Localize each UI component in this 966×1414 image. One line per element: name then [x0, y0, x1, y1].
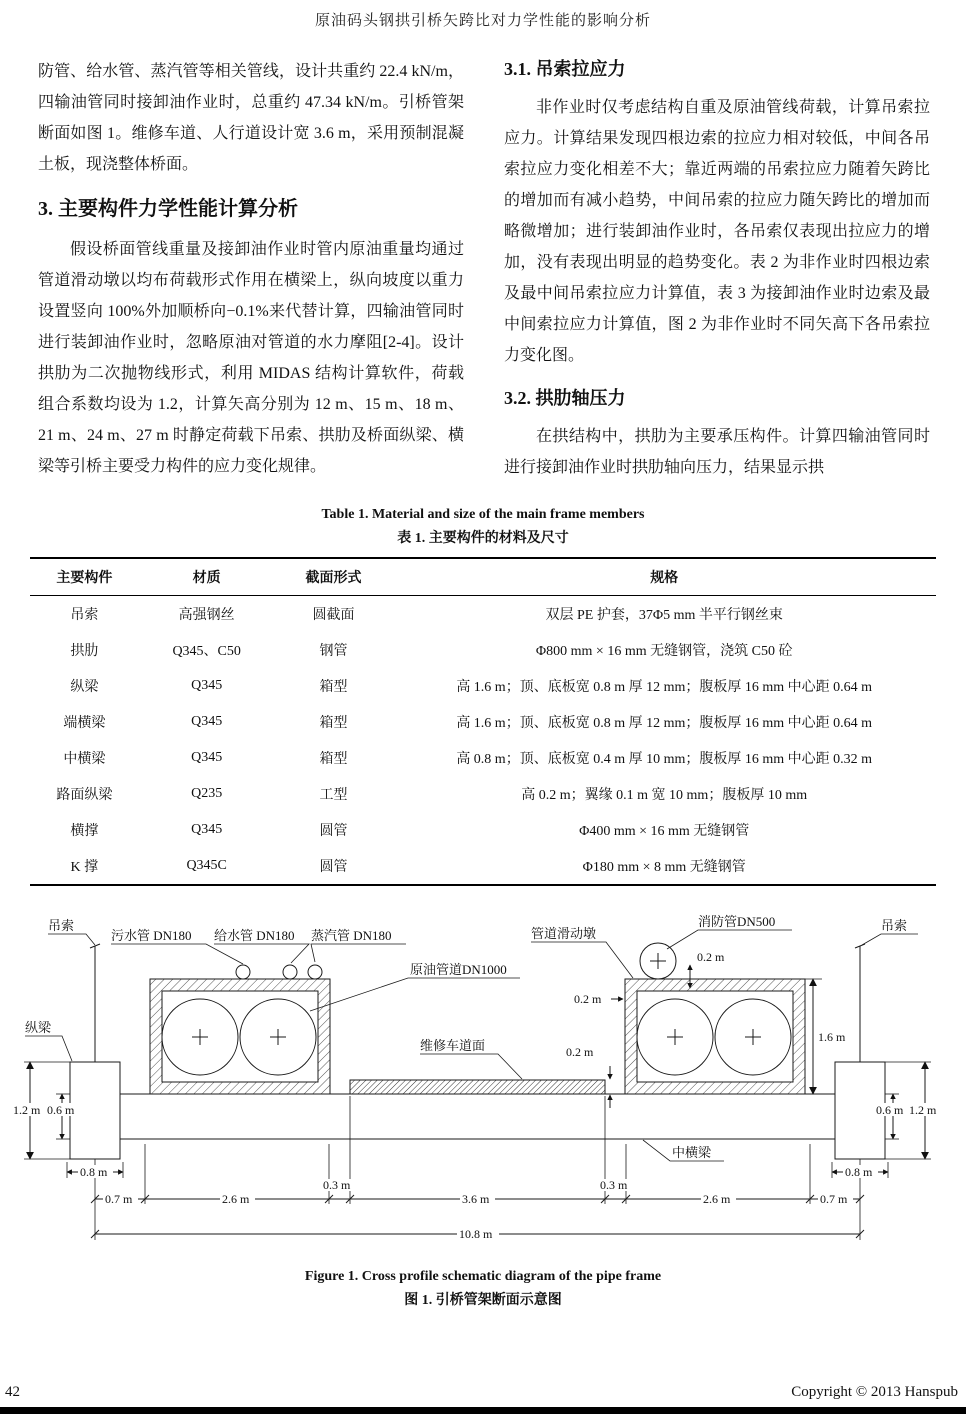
- table-cell: 高 1.6 m；顶、底板宽 0.8 m 厚 12 mm；腹板厚 16 mm 中心距 0.64 m: [456, 716, 873, 731]
- table-header: 主要构件: [30, 558, 139, 596]
- table-header-row: [30, 558, 936, 596]
- table-cell: 钢管: [319, 644, 348, 659]
- table-cell: 端横梁: [63, 716, 106, 731]
- table-row: [30, 596, 936, 633]
- label-longitudinal-beam: 纵梁: [25, 1020, 52, 1035]
- figure-caption: [0, 1269, 966, 1309]
- running-head-title: 原油码头钢拱引桥矢跨比对力学性能的影响分析: [314, 13, 651, 29]
- table-cell: Φ800 mm × 16 mm 无缝钢管，浇筑 C50 砼: [535, 644, 793, 659]
- label-water-pipe: 给水管 DN180: [214, 928, 295, 943]
- table-cell: 工型: [319, 788, 348, 803]
- table-row: [30, 776, 936, 812]
- table-cell: 圆管: [319, 824, 348, 839]
- table-row: [30, 740, 936, 776]
- table-cell: 高 1.6 m；顶、底板宽 0.8 m 厚 12 mm；腹板厚 16 mm 中心距 0.64 m: [456, 680, 873, 695]
- dim-2-6m-left: 2.6 m: [222, 1192, 250, 1206]
- dim-0-2m-mid: 0.2 m: [574, 992, 602, 1006]
- paragraph: 假设桥面管线重量及接卸油作业时管内原油重量均通过管道滑动墩以均布荷载形式作用在横梁上，纵向坡度以重力设置竖向 100%外加顺桥向−0.1%来代替计算，四输油管同时进行装卸油作业时，忽略原油对管道的水力摩阻[2-4]。设计拱肋为二次抛物线形式，利用 MIDAS 结构计算软件，荷载组合系数均设为 1.2，计算矢高分别为 12 m、15 m、18 m、21 m、24 m、27 m 时静定荷载下吊索、拱肋及桥面纵梁、横梁等引桥主要受力构件的应力变化规律。: [38, 241, 464, 475]
- table-row: [30, 668, 936, 704]
- paragraph: 非作业时仅考虑结构自重及原油管线荷载，计算吊索拉应力。计算结果发现四根边索的拉应力相对较低，中间各吊索拉应力变化相差不大；靠近两端的吊索拉应力随着矢跨比的增加而有减小趋势，中间吊索的拉应力随矢跨比的增加而略微增加；进行装卸油作业时，各吊索仅表现出拉应力的增加，没有表现出明显的趋势变化。表 2 为非作业时四根边索及最中间吊索拉应力计算值，表 3 为接卸油作业时边索及最中间索拉应力计算值，图 2 为非作业时不同矢高下各吊索拉力变化图。: [504, 99, 930, 364]
- table-cell: Φ180 mm × 8 mm 无缝钢管: [582, 860, 746, 875]
- label-hanger-right: 吊索: [881, 918, 908, 933]
- label-maintenance-road: 维修车道面: [420, 1038, 486, 1053]
- label-pipe-sliding-pier: 管道滑动墩: [531, 926, 597, 941]
- table-cell: 高强钢丝: [178, 608, 235, 623]
- table-cell: 吊索: [70, 608, 99, 623]
- table-caption: [0, 507, 966, 547]
- table-caption-zh: 表 1. 主要构件的材料及尺寸: [397, 531, 569, 546]
- page-number: 42: [5, 1384, 20, 1400]
- dim-text-backings: [11, 1103, 943, 1240]
- label-crude-oil-pipe: 原油管道DN1000: [410, 962, 507, 977]
- dim-0-8m-right: 0.8 m: [845, 1165, 873, 1179]
- cross-section-diagram: [10, 904, 960, 1254]
- label-sewage-pipe: 污水管 DN180: [111, 928, 192, 943]
- table-row: [30, 848, 936, 885]
- table-cell: 圆截面: [312, 608, 355, 623]
- subsection-heading: 3.1. 吊索拉应力: [504, 59, 626, 79]
- dim-0-2m-top: 0.2 m: [697, 950, 725, 964]
- table-cell: 横撑: [70, 824, 99, 839]
- table-cell: 双层 PE 护套，37Φ5 mm 半平行钢丝束: [545, 608, 783, 623]
- dim-0-7m-left: 0.7 m: [105, 1192, 133, 1206]
- paragraph: 在拱结构中，拱肋为主要承压构件。计算四输油管同时进行接卸油作业时拱肋轴向压力，结果显示拱: [504, 428, 930, 476]
- dim-0-6m-right: 0.6 m: [876, 1103, 904, 1117]
- figure-caption-en: Figure 1. Cross profile schematic diagram of the pipe frame: [304, 1269, 662, 1284]
- dim-10-8m-total: 10.8 m: [459, 1227, 493, 1241]
- dim-0-3m-left: 0.3 m: [323, 1178, 351, 1192]
- materials-table: [30, 557, 936, 886]
- dim-0-3m-right: 0.3 m: [600, 1178, 628, 1192]
- table-cell: Q235: [191, 786, 223, 801]
- table-cell: Φ400 mm × 16 mm 无缝钢管: [579, 824, 750, 839]
- figure: [10, 904, 966, 1259]
- paragraph: 防管、给水管、蒸汽管等相关管线，设计共重约 22.4 kN/m，四输油管同时接卸油作业时，总重约 47.34 kN/m。引桥管架断面如图 1。维修车道、人行道设计宽 3.6 m，采用预制混凝土板，现浇整体桥面。: [38, 63, 464, 173]
- copyright-text: Copyright © 2013 Hanspub: [791, 1384, 958, 1400]
- dim-0-7m-right: 0.7 m: [820, 1192, 848, 1206]
- figure-caption-zh: 图 1. 引桥管架断面示意图: [404, 1293, 562, 1308]
- label-middle-cross-beam: 中横梁: [672, 1145, 712, 1160]
- table-header: 截面形式: [275, 558, 393, 596]
- table-cell: 路面纵梁: [56, 788, 113, 803]
- table-cell: 圆管: [319, 860, 348, 875]
- maintenance-deck: [350, 1080, 605, 1094]
- dim-2-6m-right: 2.6 m: [703, 1192, 731, 1206]
- label-steam-pipe: 蒸汽管 DN180: [311, 928, 392, 943]
- table-cell: Q345C: [186, 858, 227, 873]
- table-caption-en: Table 1. Material and size of the main frame members: [321, 507, 645, 522]
- bottom-edge-bar: [0, 1407, 966, 1414]
- dim-1-6m: 1.6 m: [818, 1030, 846, 1044]
- dim-0-6m-left: 0.6 m: [47, 1103, 75, 1117]
- body-columns: [0, 30, 966, 483]
- table-cell: Q345: [191, 714, 223, 729]
- subsection-heading: 3.2. 拱肋轴压力: [504, 388, 626, 408]
- table-cell: 箱型: [319, 680, 348, 695]
- table-cell: 拱肋: [70, 644, 99, 659]
- table-cell: Q345、C50: [172, 644, 241, 659]
- page-footer: [0, 1384, 966, 1401]
- left-column: [38, 56, 464, 483]
- table-cell: 高 0.2 m；翼缘 0.1 m 宽 10 mm；腹板厚 10 mm: [521, 788, 808, 803]
- right-column: [504, 56, 930, 483]
- label-hanger-left: 吊索: [48, 918, 75, 933]
- table-row: [30, 704, 936, 740]
- table-cell: 箱型: [319, 716, 348, 731]
- table-header: 材质: [139, 558, 275, 596]
- table-cell: Q345: [191, 750, 223, 765]
- table-row: [30, 632, 936, 668]
- dim-1-2m-right: 1.2 m: [909, 1103, 937, 1117]
- table-cell: 中横梁: [63, 752, 106, 767]
- table-header: 规格: [392, 558, 936, 596]
- sewage-pipe-circle: [236, 965, 250, 979]
- table-cell: 纵梁: [70, 680, 99, 695]
- table-cell: 箱型: [319, 752, 348, 767]
- water-pipe-circle: [283, 965, 297, 979]
- table-row: [30, 812, 936, 848]
- table-cell: Q345: [191, 822, 223, 837]
- dim-0-8m-left: 0.8 m: [80, 1165, 108, 1179]
- section-heading: 3. 主要构件力学性能计算分析: [38, 198, 298, 220]
- dim-3-6m: 3.6 m: [462, 1192, 490, 1206]
- dim-1-2m-left: 1.2 m: [13, 1103, 41, 1117]
- label-fire-pipe: 消防管DN500: [698, 914, 776, 929]
- steam-pipe-circle: [308, 965, 322, 979]
- dim-0-2m-low: 0.2 m: [566, 1045, 594, 1059]
- table-cell: Q345: [191, 678, 223, 693]
- table-cell: K 撑: [70, 860, 99, 875]
- table-cell: 高 0.8 m；顶、底板宽 0.4 m 厚 10 mm；腹板厚 16 mm 中心距 0.32 m: [456, 752, 873, 767]
